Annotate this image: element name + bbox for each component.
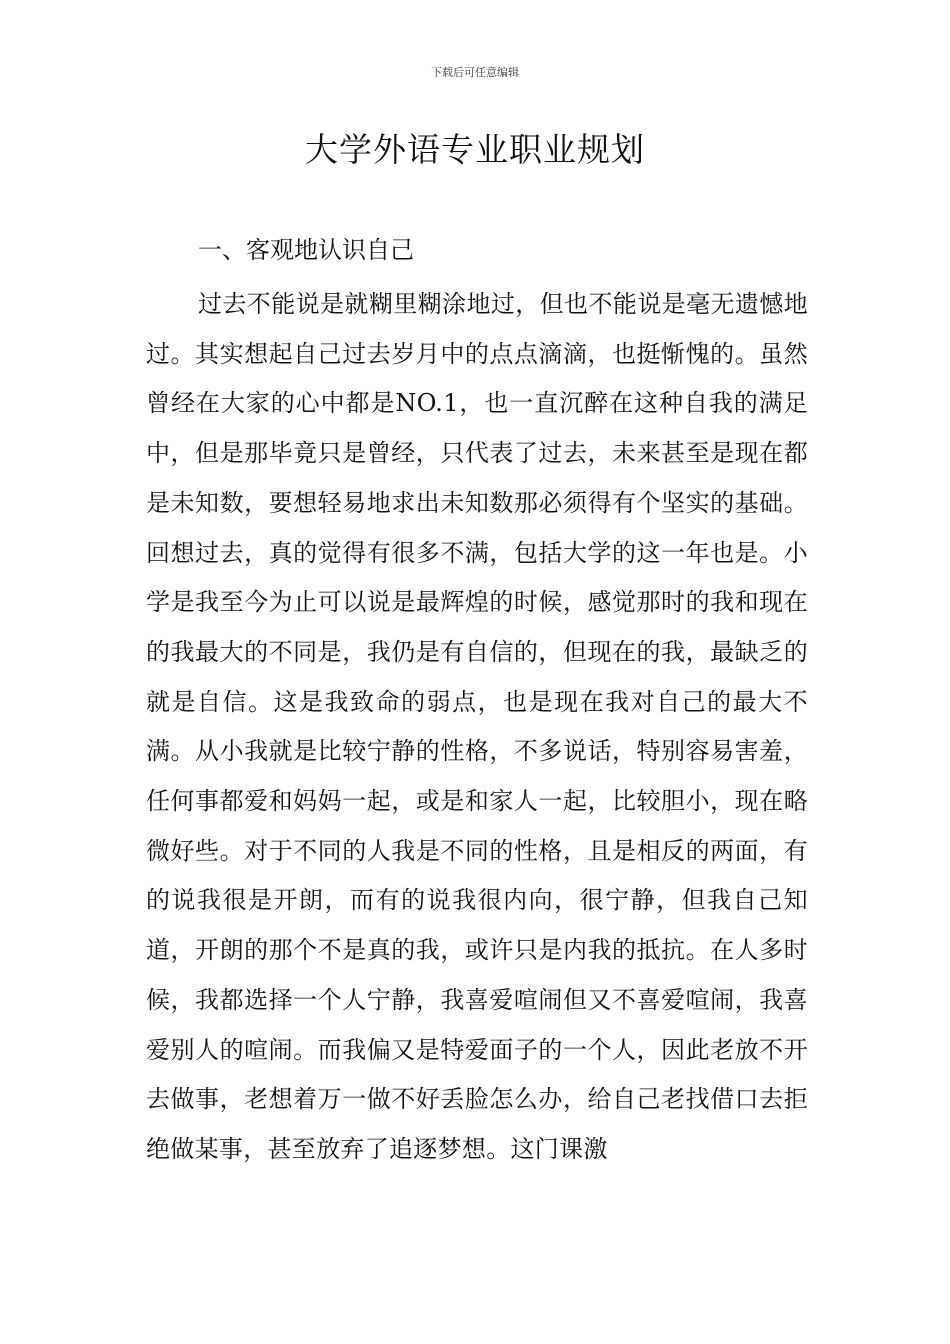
- header-note: 下载后可任意编辑: [431, 66, 519, 79]
- section-heading: 一、客观地认识自己: [198, 236, 414, 264]
- document-title: 大学外语专业职业规划: [305, 130, 645, 169]
- body-paragraph: 过去不能说是就糊里糊涂地过，但也不能说是毫无遗憾地过。其实想起自己过去岁月中的点点滴滴，也挺惭愧的。虽然曾经在大家的心中都是NO.1，也一直沉醉在这种自我的满足中，但是那毕竟只是曾经，只代表了过去，未来甚至是现在都是未知数，要想轻易地求出未知数那必须得有个坚实的基础。回想过去，真的觉得有很多不满，包括大学的这一年也是。小学是我至今为止可以说是最辉煌的时候，感觉那时的我和现在的我最大的不同是，我仍是有自信的，但现在的我，最缺乏的就是自信。这是我致命的弱点，也是现在我对自己的最大不满。从小我就是比较宁静的性格，不多说话，特别容易害羞，任何事都爱和妈妈一起，或是和家人一起，比较胆小，现在略微好些。对于不同的人我是不同的性格，且是相反的两面，有的说我很是开朗，而有的说我很内向，很宁静，但我自己知道，开朗的那个不是真的我，或许只是内我的抵抗。在人多时候，我都选择一个人宁静，我喜爱喧闹但又不喜爱喧闹，我喜爱别人的喧闹。而我偏又是特爱面子的一个人，因此老放不开去做事，老想着万一做不好丢脸怎么办，给自己老找借口去拒绝做某事，甚至放弃了追逐梦想。这门课激: [146, 290, 808, 1163]
